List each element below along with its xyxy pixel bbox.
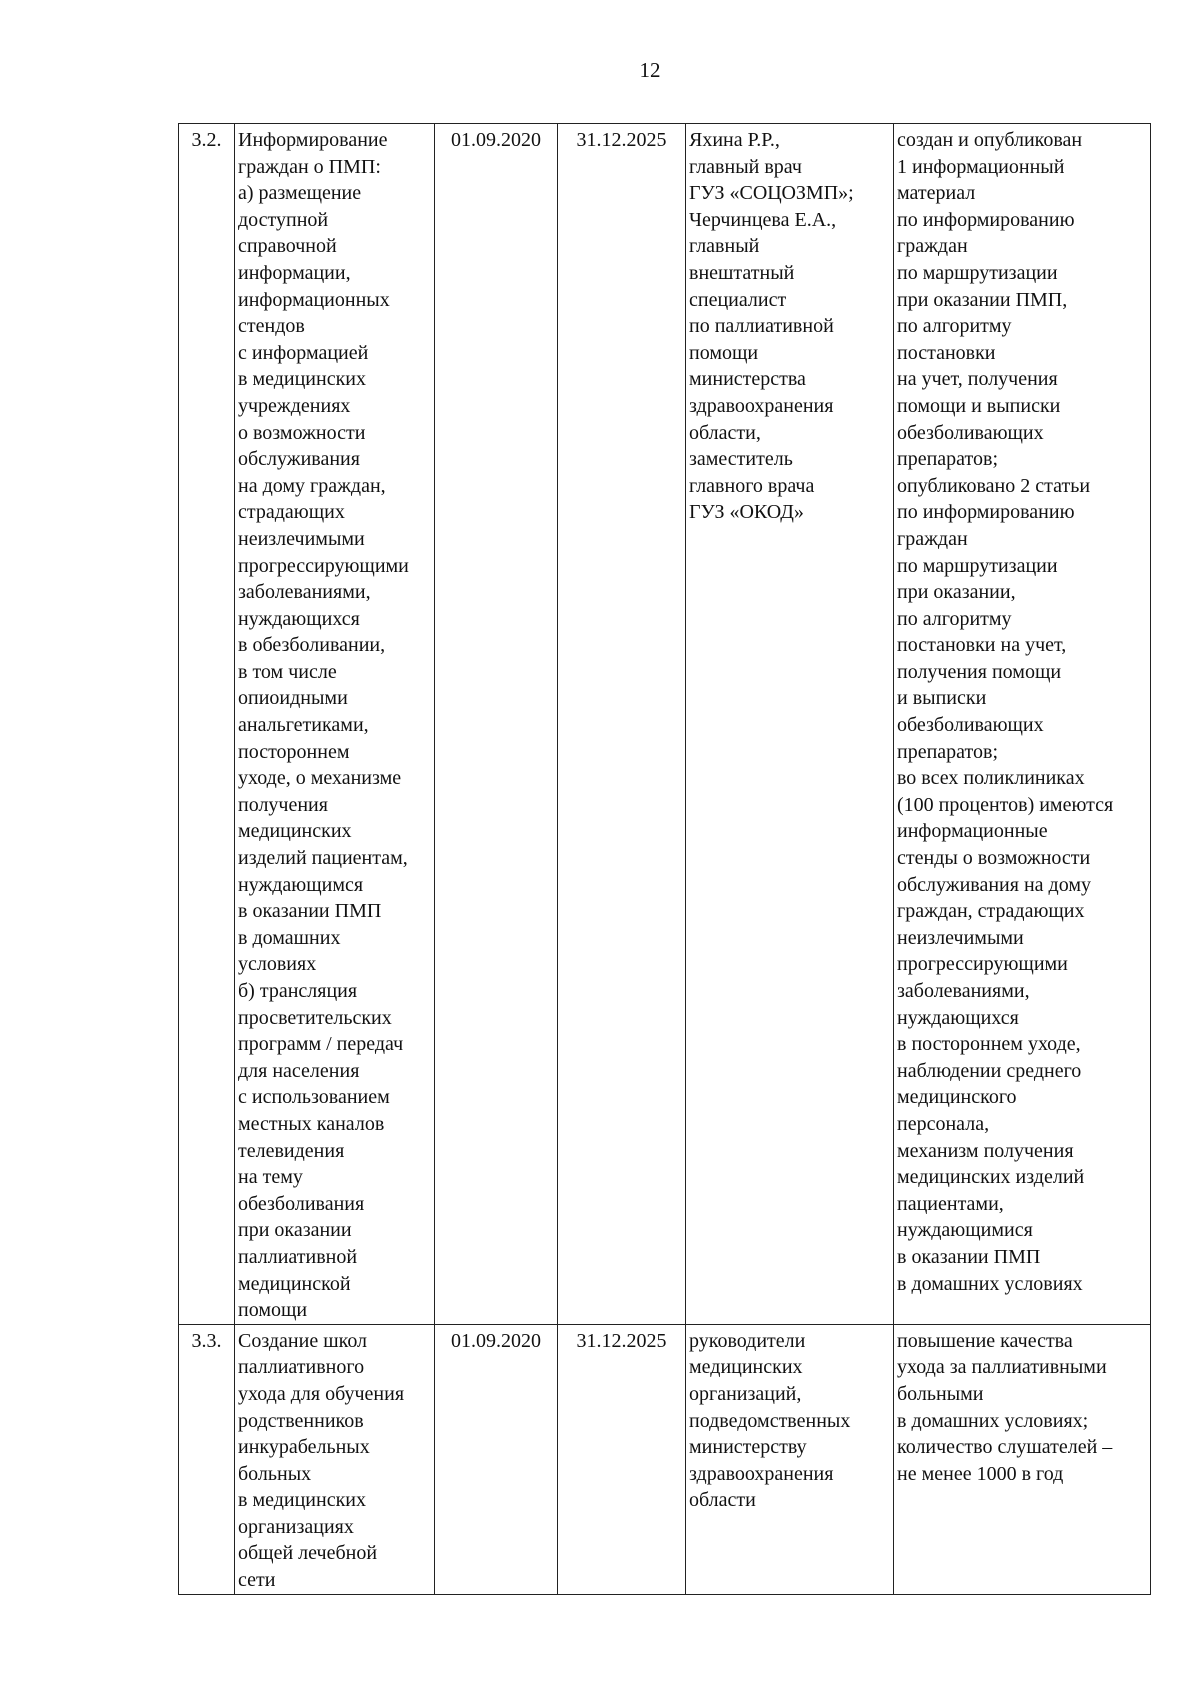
text-line: главный врач — [689, 155, 802, 178]
text-line: больными — [897, 1382, 984, 1405]
text-line: граждан — [897, 235, 968, 258]
text-line: обслуживания — [238, 448, 360, 471]
text-line: министерству — [689, 1436, 807, 1459]
end-date: 31.12.2025 — [576, 129, 667, 151]
text-line: информационные — [897, 820, 1048, 843]
text-line: по алгоритму — [897, 315, 1012, 338]
text-line: нуждающимся — [238, 873, 364, 896]
text-line: опиоидными — [238, 687, 348, 710]
end-date-cell — [558, 124, 686, 1325]
text-line: получения помощи — [897, 660, 1062, 683]
text-line: здравоохранения — [689, 1462, 834, 1485]
text-line: заместитель — [689, 448, 793, 471]
text-line: во всех поликлиниках — [897, 767, 1085, 790]
text-line: прогрессирующими — [897, 953, 1068, 976]
text-line: в обезболивании, — [238, 634, 386, 657]
text-line: в домашних условиях — [897, 1272, 1083, 1295]
text-line: с использованием — [238, 1086, 390, 1109]
text-line: постороннем — [238, 740, 350, 763]
text-line: о возможности — [238, 421, 366, 444]
table-row — [179, 124, 1151, 1325]
item-number: 3.3. — [191, 1329, 222, 1352]
text-line: на дому граждан, — [238, 474, 386, 497]
text-line: и выписки — [897, 687, 987, 710]
text-line: программ / передач — [238, 1033, 404, 1056]
text-line: препаратов; — [897, 740, 998, 763]
text-line: по маршрутизации — [897, 554, 1058, 577]
text-line: на тему — [238, 1166, 303, 1189]
text-line: медицинского — [897, 1086, 1017, 1109]
text-line: больных — [238, 1462, 312, 1485]
text-line: общей лечебной — [238, 1542, 378, 1565]
text-line: министерства — [689, 368, 806, 391]
text-line: при оказании, — [897, 581, 1016, 604]
text-line: местных каналов — [238, 1112, 385, 1135]
text-line: в медицинских — [238, 368, 366, 391]
text-line: стенды о возможности — [897, 847, 1091, 870]
text-line: препаратов; — [897, 448, 998, 471]
text-line: справочной — [238, 235, 337, 258]
text-line: Яхина Р.Р., — [689, 129, 780, 151]
text-line: повышение качества — [897, 1329, 1073, 1352]
event-cell — [235, 124, 435, 1325]
text-line: обезболивающих — [897, 421, 1044, 444]
text-line: главного врача — [689, 474, 815, 497]
text-line: медицинской — [238, 1272, 351, 1295]
text-line: нуждающихся — [238, 607, 360, 630]
result-cell — [894, 1324, 1151, 1594]
text-line: создан и опубликован — [897, 129, 1083, 151]
page-number: 12 — [639, 58, 661, 82]
text-line: граждан о ПМП: — [238, 155, 381, 178]
text-line: Создание школ — [238, 1329, 368, 1352]
text-line: получения — [238, 793, 328, 816]
text-line: (100 процентов) имеются — [897, 793, 1114, 816]
text-line: обслуживания на дому — [897, 873, 1091, 896]
event-cell — [235, 1324, 435, 1594]
text-line: количество слушателей – — [897, 1436, 1113, 1459]
text-line: подведомственных — [689, 1409, 851, 1432]
text-line: в домашних — [238, 926, 341, 949]
text-line: области — [689, 1489, 756, 1512]
start-date: 01.09.2020 — [451, 129, 541, 151]
text-line: ухода для обучения — [238, 1382, 405, 1405]
text-line: информации, — [238, 261, 351, 284]
item-number-cell — [179, 124, 235, 1325]
text-line: при оказании ПМП, — [897, 288, 1068, 311]
text-line: ухода за паллиативными — [897, 1356, 1107, 1379]
text-line: учреждениях — [238, 394, 351, 417]
text-line: на учет, получения — [897, 368, 1058, 391]
text-line: 1 информационный — [897, 155, 1065, 178]
text-line: б) трансляция — [238, 980, 358, 1002]
text-line: изделий пациентам, — [238, 847, 408, 870]
text-line: медицинских изделий — [897, 1166, 1085, 1189]
text-line: страдающих — [238, 501, 345, 524]
text-line: просветительских — [238, 1006, 392, 1029]
text-line: в оказании ПМП — [238, 900, 382, 923]
item-number-cell — [179, 1324, 235, 1594]
text-line: при оказании — [238, 1219, 352, 1242]
text-line: паллиативного — [238, 1356, 365, 1379]
text-line: заболеваниями, — [238, 581, 371, 604]
text-line: паллиативной — [238, 1245, 358, 1268]
text-line: медицинских — [689, 1356, 803, 1379]
text-line: области, — [689, 421, 761, 444]
text-line: в постороннем уходе, — [897, 1033, 1081, 1056]
text-line: родственников — [238, 1409, 364, 1432]
text-line: внештатный — [689, 261, 795, 284]
text-line: заболеваниями, — [897, 980, 1030, 1002]
text-line: ГУЗ «ОКОД» — [689, 501, 804, 524]
text-line: ГУЗ «СОЦОЗМП»; — [689, 182, 854, 205]
text-line: неизлечимыми — [897, 926, 1024, 949]
end-date: 31.12.2025 — [576, 1329, 667, 1352]
text-line: материал — [897, 182, 976, 205]
responsible-cell — [686, 1324, 894, 1594]
plan-table — [178, 123, 1151, 1595]
text-line: постановки — [897, 341, 996, 364]
text-line: обезболивающих — [897, 714, 1044, 737]
text-line: помощи — [689, 341, 759, 364]
text-line: персонала, — [897, 1112, 990, 1135]
result-cell — [894, 124, 1151, 1325]
text-line: граждан — [897, 527, 968, 550]
text-line: нуждающихся — [897, 1006, 1019, 1029]
text-line: обезболивания — [238, 1192, 365, 1215]
text-line: медицинских — [238, 820, 352, 843]
text-line: помощи и выписки — [897, 394, 1061, 417]
text-line: пациентами, — [897, 1192, 1004, 1215]
text-line: для населения — [238, 1059, 360, 1082]
text-line: сети — [238, 1569, 276, 1592]
text-line: телевидения — [238, 1139, 345, 1162]
text-line: доступной — [238, 208, 329, 231]
text-line: прогрессирующими — [238, 554, 409, 577]
text-line: в оказании ПМП — [897, 1245, 1041, 1268]
text-line: уходе, о механизме — [238, 767, 402, 790]
start-date: 01.09.2020 — [451, 1329, 541, 1352]
start-date-cell — [435, 124, 558, 1325]
text-line: а) размещение — [238, 182, 362, 205]
text-line: не менее 1000 в год — [897, 1462, 1064, 1485]
text-line: главный — [689, 235, 760, 258]
text-line: в домашних условиях; — [897, 1409, 1089, 1432]
text-line: граждан, страдающих — [897, 900, 1085, 923]
text-line: наблюдении среднего — [897, 1059, 1082, 1082]
text-line: постановки на учет, — [897, 634, 1067, 657]
text-line: Черчинцева Е.А., — [689, 208, 837, 231]
text-line: в медицинских — [238, 1489, 366, 1512]
text-line: здравоохранения — [689, 394, 834, 417]
text-line: условиях — [238, 953, 317, 976]
text-line: по информированию — [897, 208, 1075, 231]
text-line: помощи — [238, 1299, 308, 1322]
text-line: информационных — [238, 288, 390, 311]
text-line: организаций, — [689, 1382, 802, 1405]
text-line: анальгетиками, — [238, 714, 369, 737]
text-line: инкурабельных — [238, 1436, 370, 1459]
text-line: по алгоритму — [897, 607, 1012, 630]
text-line: организациях — [238, 1515, 354, 1538]
text-line: по информированию — [897, 501, 1075, 524]
text-line: по маршрутизации — [897, 261, 1058, 284]
end-date-cell — [558, 1324, 686, 1594]
text-line: стендов — [238, 315, 305, 338]
text-line: специалист — [689, 288, 787, 311]
table-row — [179, 1324, 1151, 1594]
text-line: с информацией — [238, 341, 369, 364]
text-line: механизм получения — [897, 1139, 1074, 1162]
text-line: неизлечимыми — [238, 527, 365, 550]
text-line: по паллиативной — [689, 315, 834, 338]
responsible-cell — [686, 124, 894, 1325]
text-line: Информирование — [238, 129, 388, 151]
item-number: 3.2. — [191, 129, 222, 151]
text-line: опубликовано 2 статьи — [897, 474, 1091, 497]
start-date-cell — [435, 1324, 558, 1594]
text-line: в том числе — [238, 660, 337, 683]
text-line: нуждающимися — [897, 1219, 1033, 1242]
text-line: руководители — [689, 1329, 806, 1352]
